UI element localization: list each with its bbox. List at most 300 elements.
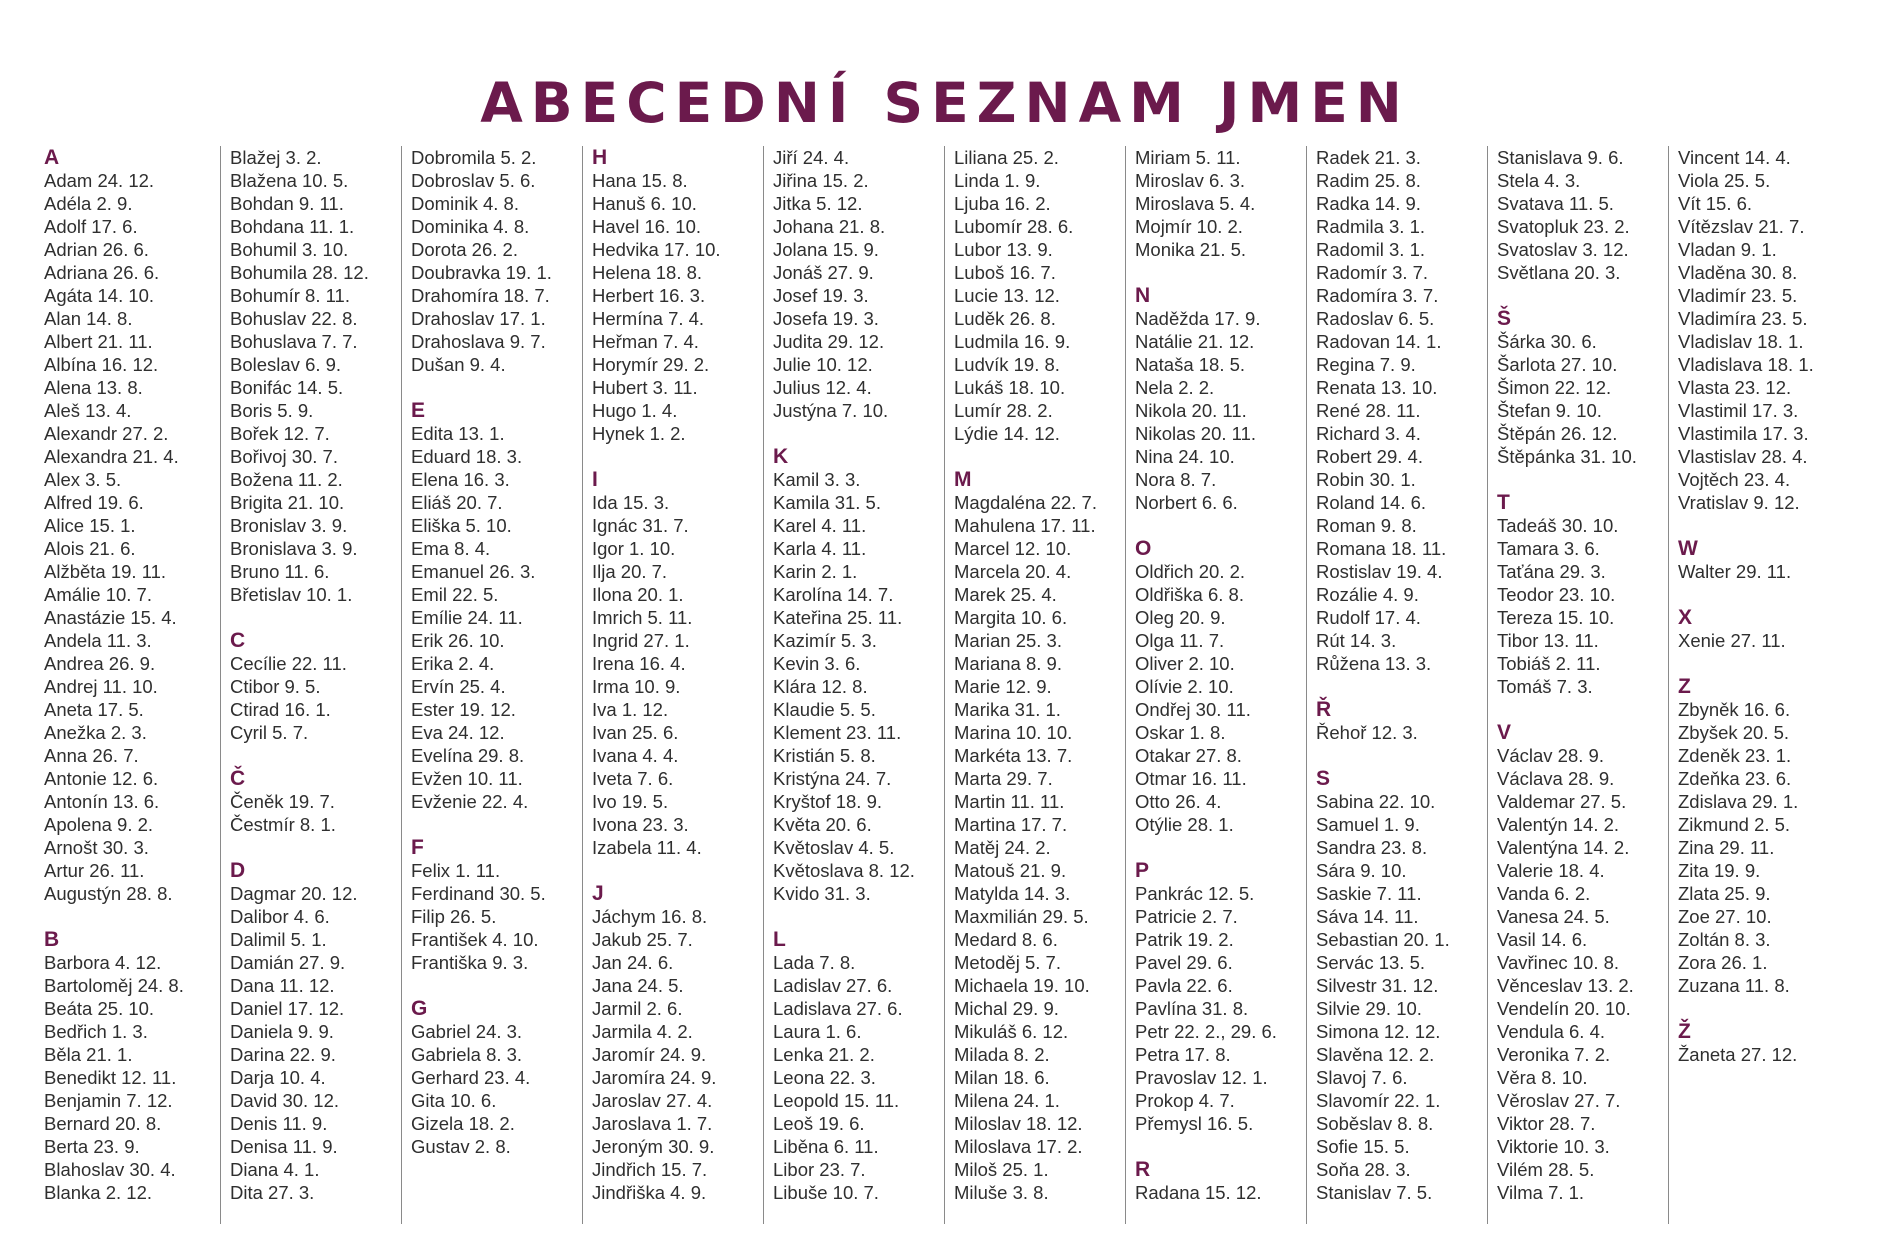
name-entry: Kristýna 24. 7. [773,768,892,789]
name-entry: Ida 15. 3. [592,492,670,513]
name-entry: Hugo 1. 4. [592,400,678,421]
name-entry: Robert 29. 4. [1316,446,1423,467]
section-spacer [1678,514,1850,537]
name-entry: Kristián 5. 8. [773,745,876,766]
name-entry: Milena 24. 1. [954,1090,1060,1111]
section-letter-heading: D [230,859,246,882]
name-entry: Kvido 31. 3. [773,883,871,904]
section-letter-heading: N [1135,284,1151,307]
name-entry: Radovan 14. 1. [1316,331,1442,352]
section-spacer [230,836,401,859]
name-entry: Valentýna 14. 2. [1497,837,1630,858]
name-entry: Oldřiška 6. 8. [1135,584,1244,605]
name-entry: Jáchym 16. 8. [592,906,708,927]
name-entry: Adolf 17. 6. [44,216,138,237]
name-entry: Vlastimila 17. 3. [1678,423,1809,444]
name-entry: Blanka 2. 12. [44,1182,152,1203]
name-entry: Bernard 20. 8. [44,1113,162,1134]
name-entry: Zoltán 8. 3. [1678,929,1771,950]
name-entry: Řehoř 12. 3. [1316,722,1418,743]
name-entry: Imrich 5. 11. [592,607,693,628]
name-entry: Ema 8. 4. [411,538,491,559]
name-entry: Herbert 16. 3. [592,285,706,306]
name-entry: Vincent 14. 4. [1678,147,1791,168]
name-entry: Hedvika 17. 10. [592,239,721,260]
name-entry: Ludvík 19. 8. [954,354,1060,375]
name-entry: Věnceslav 13. 2. [1497,975,1634,996]
section-spacer [1678,997,1850,1020]
name-entry: René 28. 11. [1316,400,1421,421]
name-entry: Hubert 3. 11. [592,377,698,398]
section-spacer [773,905,944,928]
name-entry: Irma 10. 9. [592,676,681,697]
name-entry: Ivana 4. 4. [592,745,679,766]
name-entry: Tereza 15. 10. [1497,607,1615,628]
section-spacer [230,606,401,629]
name-entry: Alan 14. 8. [44,308,133,329]
name-entry: Blažej 3. 2. [230,147,322,168]
name-entry: Marika 31. 1. [954,699,1061,720]
name-entry: Radmila 3. 1. [1316,216,1425,237]
name-entry: Vítězslav 21. 7. [1678,216,1805,237]
name-entry: Veronika 7. 2. [1497,1044,1611,1065]
name-entry: Libor 23. 7. [773,1159,866,1180]
name-entry: Přemysl 16. 5. [1135,1113,1254,1134]
name-entry: Nikola 20. 11. [1135,400,1247,421]
name-entry: Jan 24. 6. [592,952,674,973]
name-entry: Jitka 5. 12. [773,193,863,214]
name-entry: Apolena 9. 2. [44,814,154,835]
name-column-3 [402,146,583,1224]
name-entry: Leopold 15. 11. [773,1090,900,1111]
name-entry: Radomír 3. 7. [1316,262,1429,283]
name-entry: Kamil 3. 3. [773,469,861,490]
name-entry: Břetislav 10. 1. [230,584,353,605]
name-entry: Nina 24. 10. [1135,446,1235,467]
name-entry: Marie 12. 9. [954,676,1052,697]
name-entry: Milada 8. 2. [954,1044,1050,1065]
name-entry: Jana 24. 5. [592,975,684,996]
section-letter-heading: J [592,882,604,905]
name-entry: Bohumír 8. 11. [230,285,350,306]
name-entry: Miloš 25. 1. [954,1159,1049,1180]
name-entry: Patrik 19. 2. [1135,929,1234,950]
name-entry: Miriam 5. 11. [1135,147,1241,168]
name-entry: Augustýn 28. 8. [44,883,173,904]
name-entry: Lubor 13. 9. [954,239,1053,260]
name-entry: Radana 15. 12. [1135,1182,1262,1203]
name-entry: Dobromila 5. 2. [411,147,537,168]
name-entry: Svatoslav 3. 12. [1497,239,1629,260]
section-letter-heading: X [1678,606,1693,629]
name-entry: Štěpánka 31. 10. [1497,446,1637,467]
name-entry: Evelína 29. 8. [411,745,525,766]
name-entry: Agáta 14. 10. [44,285,155,306]
name-entry: Damián 27. 9. [230,952,346,973]
name-entry: Anežka 2. 3. [44,722,147,743]
section-letter-heading: Š [1497,307,1512,330]
name-entry: Alena 13. 8. [44,377,143,398]
name-entry: Maxmilián 29. 5. [954,906,1089,927]
name-entry: Bronislav 3. 9. [230,515,348,536]
name-entry: Vlastimil 17. 3. [1678,400,1799,421]
section-letter-heading: L [773,928,786,951]
name-entry: Roland 14. 6. [1316,492,1427,513]
name-entry: Zbyněk 16. 6. [1678,699,1791,720]
name-entry: Norbert 6. 6. [1135,492,1238,513]
name-entry: Jaromír 24. 9. [592,1044,707,1065]
name-entry: Vasil 14. 6. [1497,929,1588,950]
name-entry: Jarmila 4. 2. [592,1021,693,1042]
name-entry: Dominika 4. 8. [411,216,530,237]
name-entry: Lýdie 14. 12. [954,423,1060,444]
name-entry: Oliver 2. 10. [1135,653,1235,674]
name-column-7 [1126,146,1307,1224]
name-entry: Artur 26. 11. [44,860,145,881]
name-entry: Zoe 27. 10. [1678,906,1772,927]
name-entry: Marcela 20. 4. [954,561,1072,582]
name-entry: Vratislav 9. 12. [1678,492,1800,513]
name-entry: Bonifác 14. 5. [230,377,344,398]
section-spacer [1135,261,1306,284]
name-entry: Rostislav 19. 4. [1316,561,1443,582]
name-entry: Filip 26. 5. [411,906,497,927]
name-entry: Klaudie 5. 5. [773,699,876,720]
name-entry: Teodor 23. 10. [1497,584,1616,605]
name-entry: Ondřej 30. 11. [1135,699,1251,720]
section-letter-heading: R [1135,1158,1151,1181]
name-entry: Prokop 4. 7. [1135,1090,1235,1111]
name-entry: Viktorie 10. 3. [1497,1136,1610,1157]
name-entry: Petr 22. 2., 29. 6. [1135,1021,1277,1042]
name-entry: Hanuš 6. 10. [592,193,697,214]
name-entry: Bořek 12. 7. [230,423,330,444]
name-entry: Hynek 1. 2. [592,423,686,444]
name-entry: Silvie 29. 10. [1316,998,1422,1019]
name-entry: Regina 7. 9. [1316,354,1416,375]
name-entry: Mahulena 17. 11. [954,515,1096,536]
name-entry: Alois 21. 6. [44,538,136,559]
name-entry: Olívie 2. 10. [1135,676,1234,697]
name-entry: Ervín 25. 4. [411,676,506,697]
name-entry: Zdislava 29. 1. [1678,791,1799,812]
name-entry: Lada 7. 8. [773,952,856,973]
name-entry: Dalimil 5. 1. [230,929,327,950]
section-spacer [411,974,582,997]
name-entry: Erika 2. 4. [411,653,495,674]
name-entry: Emil 22. 5. [411,584,499,605]
name-entry: Slavěna 12. 2. [1316,1044,1435,1065]
name-entry: Vladimír 23. 5. [1678,285,1798,306]
name-entry: Václav 28. 9. [1497,745,1604,766]
name-entry: Ilja 20. 7. [592,561,668,582]
name-entry: Monika 21. 5. [1135,239,1247,260]
name-entry: Miluše 3. 8. [954,1182,1049,1203]
name-entry: Josef 19. 3. [773,285,869,306]
name-entry: Věra 8. 10. [1497,1067,1588,1088]
section-spacer [44,905,220,928]
name-entry: Marina 10. 10. [954,722,1073,743]
name-entry: Šárka 30. 6. [1497,331,1597,352]
name-entry: Gabriela 8. 3. [411,1044,523,1065]
name-entry: Dagmar 20. 12. [230,883,358,904]
name-entry: Antonie 12. 6. [44,768,159,789]
name-entry: Čestmír 8. 1. [230,814,336,835]
name-entry: Valdemar 27. 5. [1497,791,1627,812]
name-entry: Judita 29. 12. [773,331,885,352]
name-entry: Julie 10. 12. [773,354,873,375]
section-spacer [1135,1135,1306,1158]
section-letter-heading: I [592,468,598,491]
section-spacer [1678,583,1850,606]
section-spacer [1316,675,1487,698]
name-entry: Antonín 13. 6. [44,791,160,812]
name-entry: Dalibor 4. 6. [230,906,330,927]
name-entry: Dušan 9. 4. [411,354,506,375]
name-entry: Sára 9. 10. [1316,860,1407,881]
name-entry: Šarlota 27. 10. [1497,354,1618,375]
name-entry: Mariana 8. 9. [954,653,1062,674]
name-entry: Taťána 29. 3. [1497,561,1606,582]
name-entry: Ivan 25. 6. [592,722,679,743]
name-entry: Havel 16. 10. [592,216,702,237]
section-letter-heading: Ř [1316,698,1332,721]
name-entry: Sebastian 20. 1. [1316,929,1450,950]
name-entry: Irena 16. 4. [592,653,686,674]
section-spacer [1497,698,1668,721]
name-entry: Servác 13. 5. [1316,952,1426,973]
name-entry: Zina 29. 11. [1678,837,1775,858]
name-entry: Bruno 11. 6. [230,561,330,582]
name-entry: Ivona 23. 3. [592,814,689,835]
name-entry: Pavlína 31. 8. [1135,998,1249,1019]
name-entry: Gita 10. 6. [411,1090,497,1111]
section-letter-heading: O [1135,537,1152,560]
name-entry: Denisa 11. 9. [230,1136,338,1157]
name-entry: Žaneta 27. 12. [1678,1044,1798,1065]
name-entry: Alfred 19. 6. [44,492,144,513]
name-entry: Bohumila 28. 12. [230,262,369,283]
name-entry: Vít 15. 6. [1678,193,1753,214]
name-entry: Andela 11. 3. [44,630,152,651]
section-letter-heading: C [230,629,246,652]
name-entry: Marta 29. 7. [954,768,1053,789]
name-entry: Jindřich 15. 7. [592,1159,708,1180]
section-spacer [1135,836,1306,859]
name-entry: Liliana 25. 2. [954,147,1059,168]
name-entry: Rudolf 17. 4. [1316,607,1421,628]
name-entry: Soběslav 8. 8. [1316,1113,1434,1134]
name-entry: Ferdinand 30. 5. [411,883,546,904]
name-entry: Margita 10. 6. [954,607,1068,628]
name-entry: Tomáš 7. 3. [1497,676,1593,697]
section-letter-heading: S [1316,767,1331,790]
name-entry: Soňa 28. 3. [1316,1159,1411,1180]
section-spacer [1497,468,1668,491]
name-entry: Amálie 10. 7. [44,584,152,605]
name-entry: Jolana 15. 9. [773,239,879,260]
name-entry: Radim 25. 8. [1316,170,1421,191]
name-entry: Milan 18. 6. [954,1067,1050,1088]
name-entry: Blažena 10. 5. [230,170,349,191]
name-entry: Dana 11. 12. [230,975,335,996]
name-entry: Stanislav 7. 5. [1316,1182,1433,1203]
name-entry: Jaromíra 24. 9. [592,1067,717,1088]
name-entry: Elena 16. 3. [411,469,510,490]
name-entry: Štěpán 26. 12. [1497,423,1618,444]
name-entry: Matouš 21. 9. [954,860,1067,881]
name-entry: Benjamin 7. 12. [44,1090,173,1111]
name-entry: Lukáš 18. 10. [954,377,1066,398]
name-entry: Nataša 18. 5. [1135,354,1246,375]
name-entry: Emílie 24. 11. [411,607,523,628]
name-entry: Radek 21. 3. [1316,147,1421,168]
section-letter-heading: E [411,399,426,422]
name-entry: Boris 5. 9. [230,400,314,421]
name-entry: Štefan 9. 10. [1497,400,1602,421]
name-entry: Zbyšek 20. 5. [1678,722,1790,743]
name-entry: Beáta 25. 10. [44,998,155,1019]
section-spacer [411,813,582,836]
name-entry: Viola 25. 5. [1678,170,1771,191]
name-entry: Evžen 10. 11. [411,768,523,789]
name-entry: Květoslav 4. 5. [773,837,895,858]
name-entry: Otto 26. 4. [1135,791,1222,812]
name-entry: Samuel 1. 9. [1316,814,1420,835]
name-entry: Vilém 28. 5. [1497,1159,1595,1180]
name-entry: Oskar 1. 8. [1135,722,1226,743]
section-letter-heading: H [592,146,608,169]
name-entry: Miloslava 17. 2. [954,1136,1083,1157]
name-entry: Vanesa 24. 5. [1497,906,1610,927]
name-entry: Miloslav 18. 12. [954,1113,1083,1134]
name-entry: Bořivoj 30. 7. [230,446,338,467]
name-entry: Denis 11. 9. [230,1113,328,1134]
name-entry: Walter 29. 11. [1678,561,1792,582]
name-entry: Tobiáš 2. 11. [1497,653,1601,674]
name-column-6 [945,146,1126,1224]
name-entry: Nora 8. 7. [1135,469,1217,490]
name-entry: Vendelín 20. 10. [1497,998,1631,1019]
name-entry: Jonáš 27. 9. [773,262,874,283]
name-entry: Martina 17. 7. [954,814,1068,835]
name-entry: Viktor 28. 7. [1497,1113,1596,1134]
name-entry: Věroslav 27. 7. [1497,1090,1621,1111]
section-letter-heading: G [411,997,428,1020]
name-entry: Andrea 26. 9. [44,653,156,674]
name-entry: Mikuláš 6. 12. [954,1021,1069,1042]
name-entry: Lubomír 28. 6. [954,216,1074,237]
name-entry: Vendula 6. 4. [1497,1021,1606,1042]
name-entry: Linda 1. 9. [954,170,1041,191]
name-entry: Daniela 9. 9. [230,1021,334,1042]
name-entry: Adriana 26. 6. [44,262,160,283]
name-column-2 [221,146,402,1224]
name-entry: Boleslav 6. 9. [230,354,342,375]
name-entry: Julius 12. 4. [773,377,872,398]
name-column-10 [1669,146,1850,1224]
name-entry: Marian 25. 3. [954,630,1062,651]
name-entry: Iva 1. 12. [592,699,669,720]
name-entry: Drahoslava 9. 7. [411,331,546,352]
name-entry: Vladislav 18. 1. [1678,331,1804,352]
name-entry: Rút 14. 3. [1316,630,1397,651]
section-spacer [230,744,401,767]
name-entry: Emanuel 26. 3. [411,561,536,582]
section-letter-heading: V [1497,721,1512,744]
name-entry: Matylda 14. 3. [954,883,1071,904]
name-entry: Bartoloměj 24. 8. [44,975,184,996]
name-entry: Eliáš 20. 7. [411,492,503,513]
name-entry: Hermína 7. 4. [592,308,705,329]
name-entry: Bohumil 3. 10. [230,239,349,260]
name-entry: Nikolas 20. 11. [1135,423,1256,444]
name-entry: Vilma 7. 1. [1497,1182,1585,1203]
name-entry: Silvestr 31. 12. [1316,975,1439,996]
name-entry: Kazimír 5. 3. [773,630,877,651]
name-entry: Ivo 19. 5. [592,791,669,812]
name-entry: Valerie 18. 4. [1497,860,1605,881]
name-entry: Igor 1. 10. [592,538,676,559]
name-entry: Laura 1. 6. [773,1021,862,1042]
section-spacer [592,859,763,882]
name-entry: Pravoslav 12. 1. [1135,1067,1268,1088]
name-entry: Magdaléna 22. 7. [954,492,1097,513]
section-spacer [1316,744,1487,767]
name-entry: Valentýn 14. 2. [1497,814,1620,835]
name-entry: Ladislava 27. 6. [773,998,903,1019]
name-entry: Darja 10. 4. [230,1067,326,1088]
name-entry: Čeněk 19. 7. [230,791,335,812]
name-entry: Tadeáš 30. 10. [1497,515,1619,536]
name-entry: Drahoslav 17. 1. [411,308,546,329]
name-entry: Zuzana 11. 8. [1678,975,1790,996]
name-entry: Otmar 16. 11. [1135,768,1247,789]
name-entry: Kevin 3. 6. [773,653,861,674]
section-spacer [411,376,582,399]
name-entry: Andrej 11. 10. [44,676,158,697]
name-entry: Albína 16. 12. [44,354,159,375]
name-entry: Vladěna 30. 8. [1678,262,1798,283]
name-entry: Svatava 11. 5. [1497,193,1614,214]
name-entry: Josefa 19. 3. [773,308,879,329]
name-entry: Cecílie 22. 11. [230,653,347,674]
section-letter-heading: M [954,468,972,491]
name-entry: Bohdana 11. 1. [230,216,355,237]
name-entry: Horymír 29. 2. [592,354,710,375]
name-entry: Liběna 6. 11. [773,1136,879,1157]
name-entry: Michaela 19. 10. [954,975,1090,996]
name-entry: Zlata 25. 9. [1678,883,1771,904]
name-entry: Radoslav 6. 5. [1316,308,1435,329]
name-entry: Vlasta 23. 12. [1678,377,1792,398]
name-entry: Kateřina 25. 11. [773,607,903,628]
name-entry: Ljuba 16. 2. [954,193,1051,214]
section-letter-heading: A [44,146,60,169]
name-entry: Vladimíra 23. 5. [1678,308,1808,329]
name-entry: Oleg 20. 9. [1135,607,1226,628]
name-entry: Eduard 18. 3. [411,446,523,467]
name-entry: Jiří 24. 4. [773,147,850,168]
name-entry: Tibor 13. 11. [1497,630,1599,651]
name-entry: Květa 20. 6. [773,814,872,835]
name-entry: Hana 15. 8. [592,170,688,191]
name-entry: Xenie 27. 11. [1678,630,1786,651]
name-columns [40,146,1858,1226]
name-entry: Brigita 21. 10. [230,492,345,513]
name-entry: Adrian 26. 6. [44,239,149,260]
name-entry: Ilona 20. 1. [592,584,684,605]
